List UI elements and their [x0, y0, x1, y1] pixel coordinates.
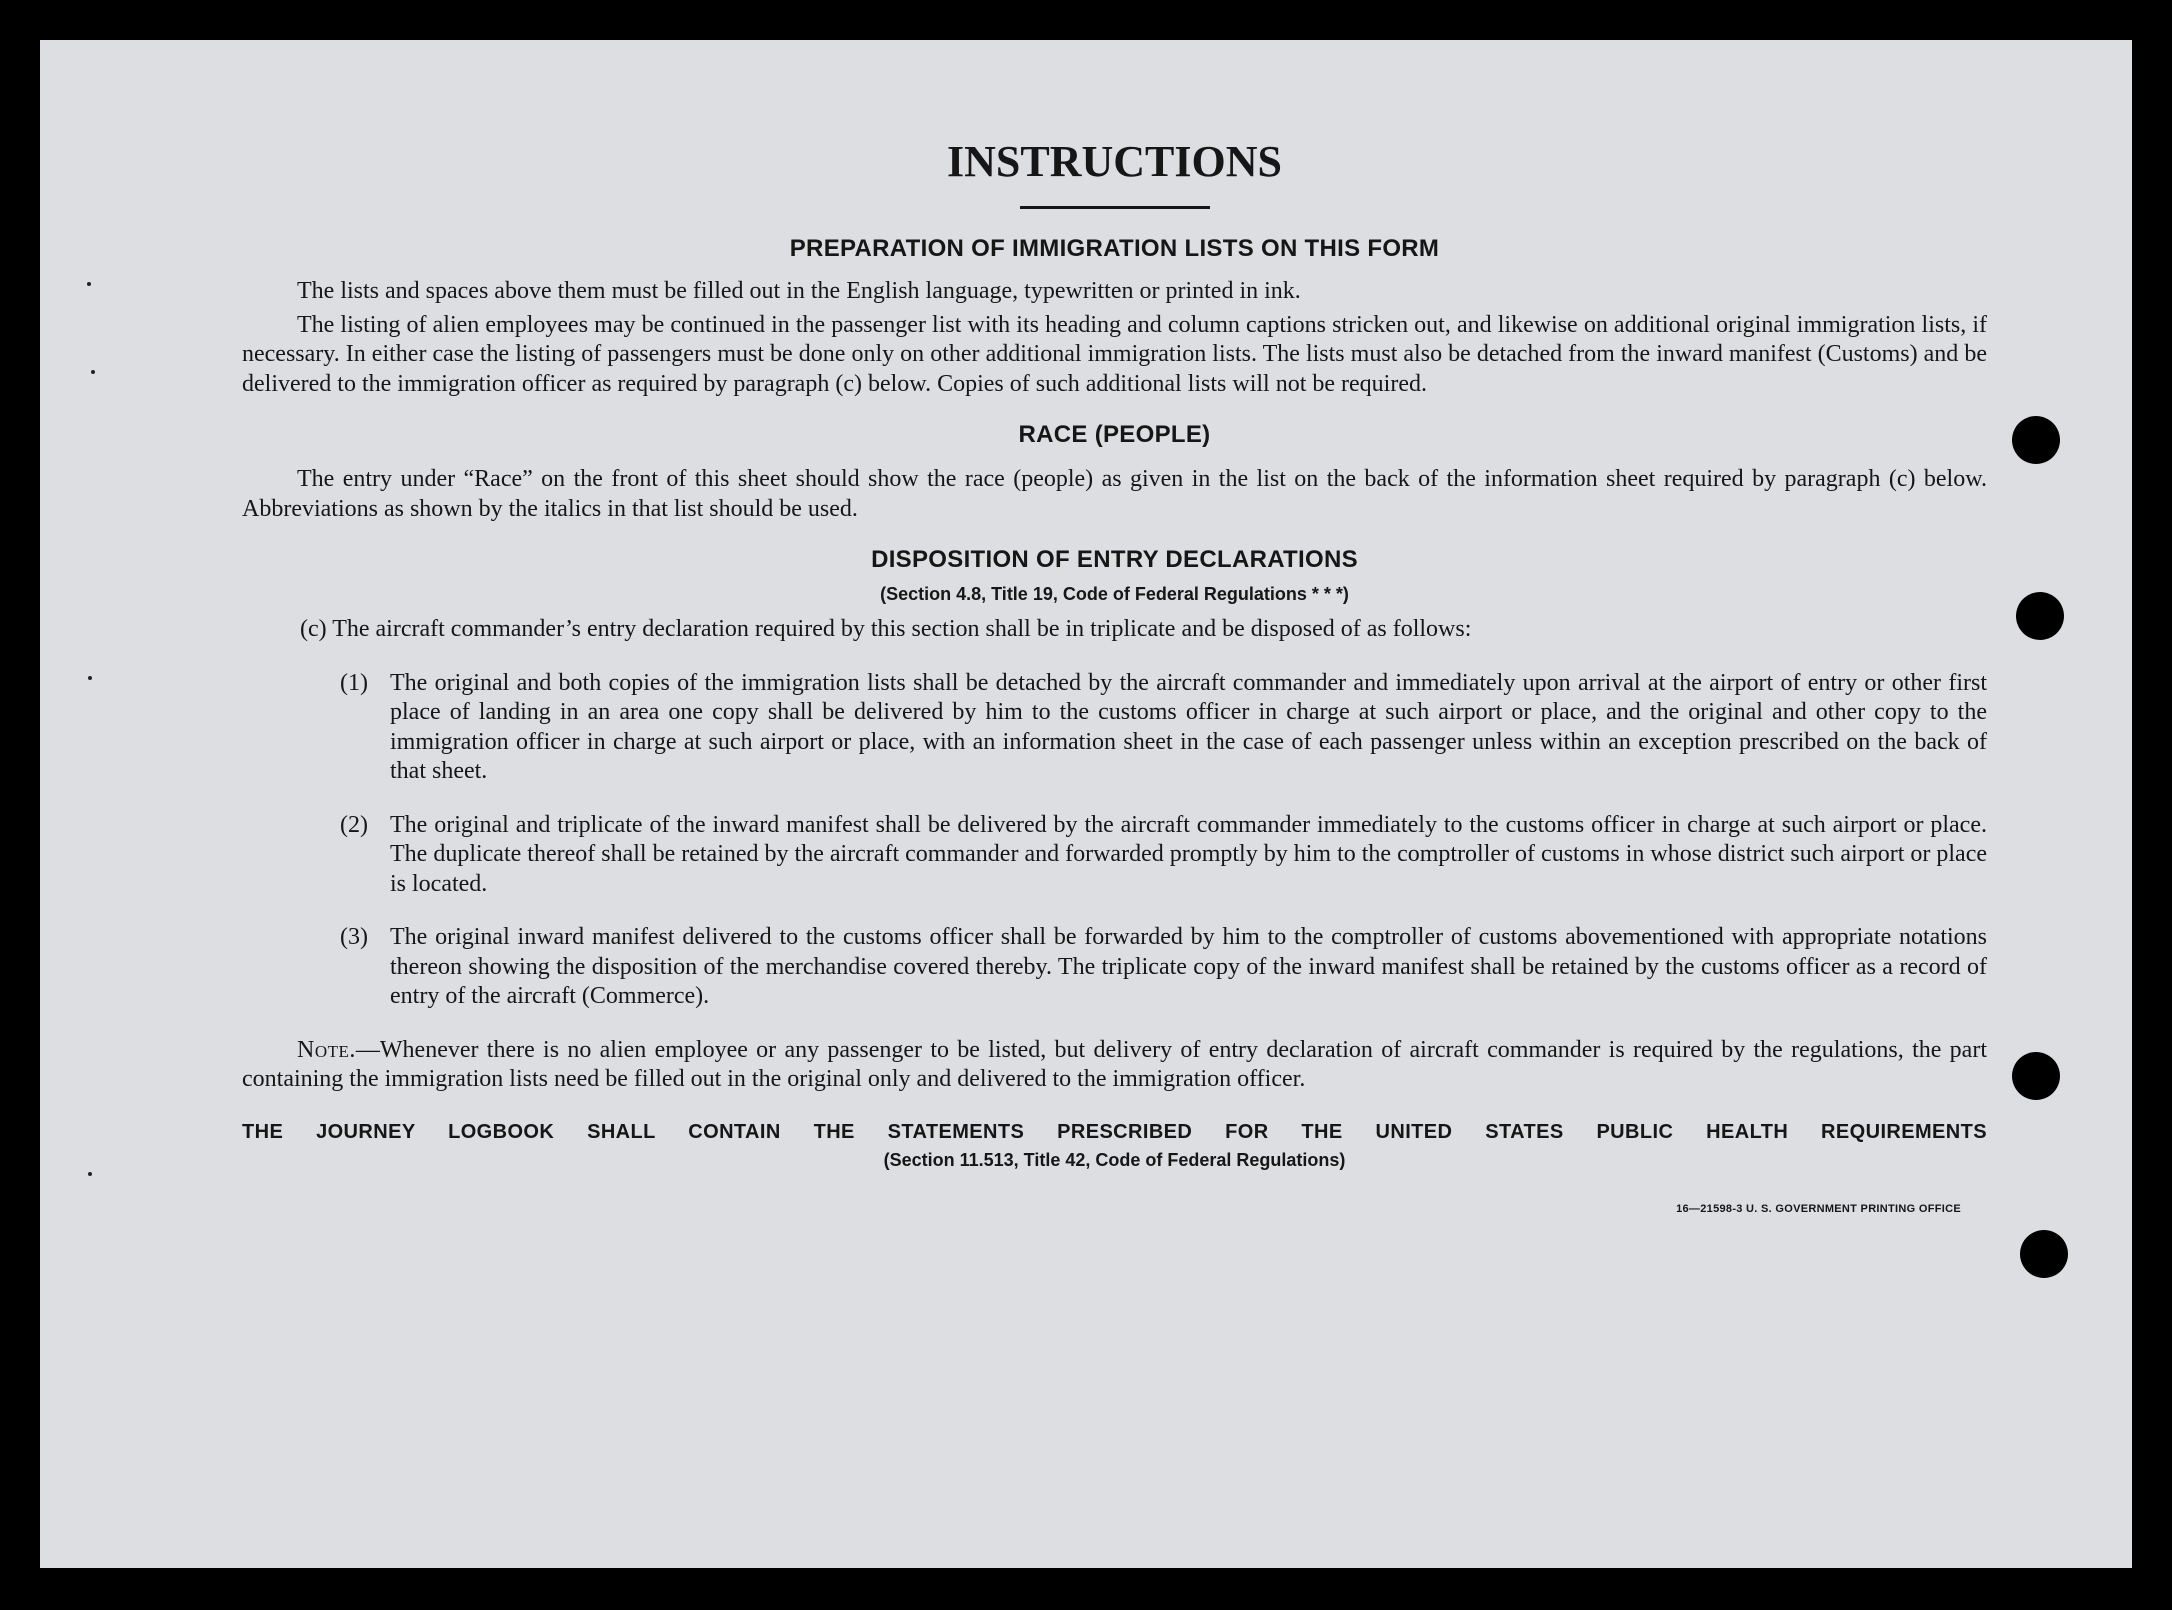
title-rule — [1020, 206, 1210, 209]
disposition-heading: DISPOSITION OF ENTRY DECLARATIONS — [871, 546, 1358, 574]
item-text: The original and triplicate of the inward manifest shall be delivered by the aircraft commander immediately to the customs officer in charge at such airport or place. The duplicate thereof shall be retained by the aircraft commander and forwarded promptly by him to the comptroller of customs in whose district such airport or place is located. — [390, 811, 1987, 897]
document-sheet — [40, 40, 2132, 1568]
disposition-intro: (c) The aircraft commander’s entry declaration required by this section shall be in triplicate and be disposed of as follows: — [300, 616, 1472, 643]
note-label: Note. — [297, 1036, 356, 1063]
item-text: The original inward manifest delivered to the customs officer shall be forwarded by him to the comptroller of customs abovementioned with appropriate notations thereon showing the disposition of the merchandise covered thereby. The triplicate copy of the inward manifest shall be retained by the customs officer as a record of entry of the aircraft (Commerce). — [390, 924, 1987, 1010]
preparation-heading: PREPARATION OF IMMIGRATION LISTS ON THIS FORM — [789, 235, 1440, 263]
item-text: The original and both copies of the immigration lists shall be detached by the aircraft commander and immediately upon arrival at the airport of entry or other first place of landing in an area one copy shall be delivered by him to the customs officer in charge at such airport or place, and the original and other copy to the immigration officer in charge at such airport or place, with an information sheet in the case of each passenger unless within an exception prescribed on the back of that sheet. — [390, 669, 1987, 785]
item-number: (2) — [340, 811, 368, 838]
margin-speck — [88, 676, 92, 680]
punch-hole — [2016, 592, 2064, 640]
document-title: INSTRUCTIONS — [947, 137, 1282, 186]
disposition-item — [340, 923, 1987, 1012]
note-text: —Whenever there is no alien employee or any passenger to be listed, but delivery of entry declaration of aircraft commander is required by the regulations, the part containing the immigration lists need be filled out in the original only and delivered to the immigration officer. — [242, 1036, 1987, 1093]
printing-office-code: 16—21598-3 U. S. GOVERNMENT PRINTING OFFICE — [1676, 1202, 1961, 1215]
disposition-item — [340, 669, 1987, 787]
item-number: (3) — [340, 924, 368, 951]
document-body — [242, 100, 1987, 1215]
health-requirements-statement: THE JOURNEY LOGBOOK SHALL CONTAIN THE STATEMENTS PRESCRIBED FOR THE UNITED STATES PUBLIC HEALTH REQUIREMENTS — [242, 1120, 1987, 1143]
note-paragraph — [242, 1036, 1987, 1095]
punch-hole — [2012, 1052, 2060, 1100]
margin-speck — [91, 370, 95, 374]
disposition-item — [340, 811, 1987, 900]
health-requirements-citation: (Section 11.513, Title 42, Code of Federal Regulations) — [883, 1149, 1346, 1170]
item-number: (1) — [340, 669, 368, 696]
margin-speck — [87, 282, 91, 286]
punch-hole — [2012, 416, 2060, 464]
punch-hole — [2020, 1230, 2068, 1278]
margin-speck — [88, 1172, 92, 1176]
race-paragraph: The entry under “Race” on the front of this sheet should show the race (people) as given in the list on the back of the information sheet required by paragraph (c) below. Abbreviations as shown by the italics in that list should be used. — [242, 466, 1987, 522]
preparation-paragraph-2: The listing of alien employees may be continued in the passenger list with its heading and column captions stricken out, and likewise on additional original immigration lists, if necessary. In either case the listing of passengers must be done only on other additional immigration lists. The lists must also be detached from the inward manifest (Customs) and be delivered to the immigration officer as required by paragraph (c) below. Copies of such additional lists will not be required. — [242, 311, 1987, 397]
race-heading: RACE (PEOPLE) — [1018, 421, 1211, 449]
disposition-citation: (Section 4.8, Title 19, Code of Federal Regulations * * *) — [880, 584, 1349, 605]
preparation-paragraph-1: The lists and spaces above them must be filled out in the English language, typewritten or printed in ink. — [297, 278, 1301, 305]
